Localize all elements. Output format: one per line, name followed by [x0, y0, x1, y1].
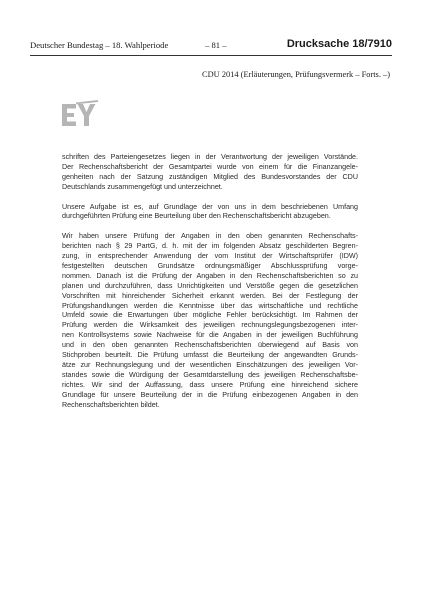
paragraph [62, 232, 358, 410]
text-line: Wir haben unsere Prüfung der Angaben in den oben genannten Rechenschafts- [62, 232, 358, 241]
paragraph [62, 153, 358, 193]
page-subtitle: CDU 2014 (Erläuterungen, Prüfungsvermerk – Forts. –) [202, 70, 390, 79]
text-line: berichten nach § 29 PartG, d. h. mit der im folgenden Absatz geschilderten Begren- [62, 242, 358, 251]
ey-logo [62, 100, 98, 128]
text-line: richtes. Wir sind der Auffassung, dass unsere Prüfung eine hinreichend sichere [62, 380, 358, 389]
header-publication: Deutscher Bundestag – 18. Wahlperiode [30, 40, 169, 50]
text-line: und in den oben genannten Rechenschaftsberichten überwiegend auf Basis von [62, 341, 358, 350]
text-line: ätze zur Rechnungslegung und der wesentlichen Einschätzungen des jeweiligen Vor- [62, 361, 358, 369]
text-line: durchgeführten Prüfung eine Beurteilung über den Rechenschaftsbericht abzugeben. [62, 212, 331, 221]
text-line: genheiten nach der Satzung zuständigen Mitglied des Bundesvorstandes der CDU [62, 172, 358, 181]
header-document-number: Drucksache 18/7910 [286, 38, 392, 50]
text-line: nen Kontrollsystems sowie Nachweise für die Angaben in der jeweiligen Buchführung [62, 331, 358, 340]
text-line: Vorschriften mit hinreichender Sicherheit erkannt werden. Bei der Festlegung der [62, 291, 358, 300]
page-header [30, 38, 392, 54]
header-page-number: – 81 – [205, 40, 227, 50]
text-line: Der Rechenschaftsbericht der Gesamtpartei wurde von einem für die Finanzangele- [62, 162, 358, 171]
text-line: zung, in entsprechender Anwendung der vom Institut der Wirtschaftsprüfer (IDW) [62, 252, 358, 261]
text-line: standes sowie die Würdigung der Gesamtdarstellung des jeweiligen Rechenschaftsbe- [62, 370, 358, 379]
text-line: Deutschlands zusammengefügt und unterzeichnet. [62, 182, 223, 191]
text-line: festgestellten deutschen Grundsätze ordnungsmäßiger Abschlussprüfung vorge- [62, 261, 358, 270]
text-line: Unsere Aufgabe ist es, auf Grundlage der von uns in dem beschriebenen Umfang [62, 202, 358, 211]
text-line: Umfeld sowie die Erwartungen über mögliche Fehler berücksichtigt. Im Rahmen der [62, 311, 358, 320]
header-rule [30, 55, 392, 56]
body-text [62, 153, 358, 420]
text-line: Prüfung werden die Wirksamkeit des jeweiligen rechnungslegungsbezogenen inter- [62, 321, 358, 330]
text-line: planen und durchzuführen, dass Unrichtigkeiten und Verstöße gegen die gesetzlichen [62, 281, 358, 290]
text-line: schriften des Parteiengesetzes liegen in der Verantwortung der jeweiligen Vorstände. [62, 153, 358, 161]
paragraph [62, 203, 358, 223]
text-line: Stichproben beurteilt. Die Prüfung umfasst die Beurteilung der angewandten Grunds- [62, 351, 358, 360]
text-line: nommen. Danach ist die Prüfung der Angaben in den Rechenschaftsberichten so zu [62, 271, 358, 280]
text-line: Rechenschaftsberichten bildet. [62, 400, 160, 409]
text-line: Prüfungshandlungen werden die Kenntnisse über das wirtschaftliche und rechtliche [62, 301, 358, 310]
text-line: Grundlage für unsere Beurteilung der in die Prüfung einbezogenen Angaben in den [62, 390, 358, 399]
